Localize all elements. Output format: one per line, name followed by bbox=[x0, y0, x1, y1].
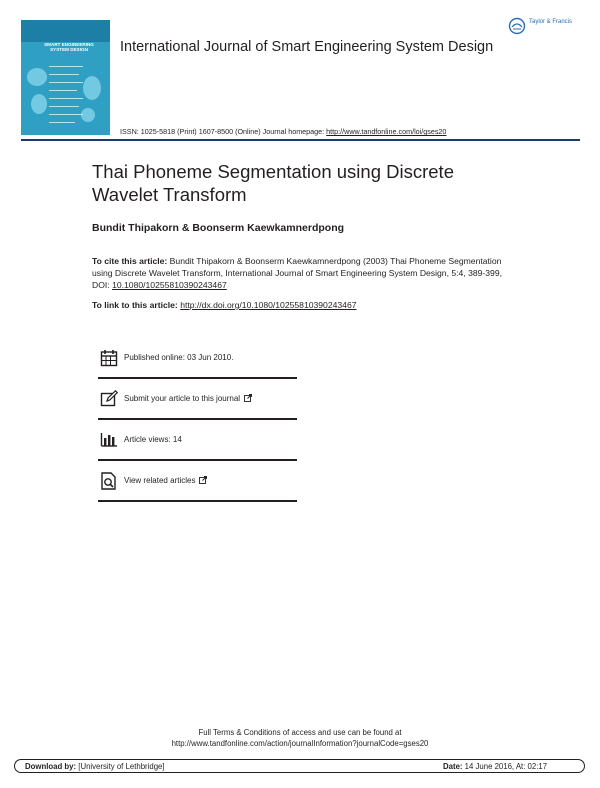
citation-block bbox=[92, 255, 512, 292]
publisher-logo-text: Taylor & Francis bbox=[529, 19, 573, 25]
submit-article-item[interactable] bbox=[98, 390, 297, 428]
edit-pencil-icon bbox=[100, 390, 118, 408]
related-search-icon bbox=[100, 472, 118, 490]
published-online-label: Published online: 03 Jun 2010. bbox=[124, 353, 234, 362]
cover-text-line bbox=[49, 74, 79, 75]
item-divider bbox=[98, 500, 297, 502]
related-articles-text[interactable]: View related articles bbox=[124, 476, 196, 485]
article-views-item bbox=[98, 431, 297, 469]
downloaded-by-value: [University of Lethbridge] bbox=[76, 762, 165, 771]
journal-title: International Journal of Smart Engineering System Design bbox=[120, 39, 494, 55]
external-link-icon bbox=[244, 394, 252, 402]
header-divider bbox=[21, 139, 580, 141]
related-articles-label[interactable] bbox=[124, 476, 207, 485]
submit-article-text[interactable]: Submit your article to this journal bbox=[124, 394, 241, 403]
cover-text-line bbox=[49, 122, 75, 123]
related-articles-item[interactable] bbox=[98, 472, 297, 510]
publisher-logo[interactable] bbox=[508, 16, 580, 38]
cover-text-line bbox=[49, 98, 83, 99]
cover-graphic bbox=[83, 76, 101, 100]
journal-homepage-link[interactable]: http://www.tandfonline.com/loi/gses20 bbox=[326, 127, 447, 136]
published-online-item bbox=[98, 349, 297, 387]
issn-text: ISSN: 1025-5818 (Print) 1607-8500 (Online) Journal homepage: bbox=[120, 127, 327, 136]
cover-text-line bbox=[49, 90, 77, 91]
doi-link[interactable]: 10.1080/10255810390243467 bbox=[112, 280, 227, 291]
cover-title: SMART ENGINEERING SYSTEM DESIGN bbox=[44, 42, 94, 52]
terms-line-1: Full Terms & Conditions of access and use can be found at bbox=[198, 728, 402, 737]
taylor-francis-logo-icon bbox=[508, 17, 526, 35]
cover-graphic bbox=[31, 94, 47, 114]
download-date-value: 14 June 2016, At: 02:17 bbox=[462, 762, 548, 771]
bar-chart-icon bbox=[100, 431, 118, 449]
downloaded-by bbox=[25, 762, 165, 771]
download-info-bar bbox=[14, 759, 585, 773]
submit-article-label[interactable] bbox=[124, 394, 252, 403]
article-title: Thai Phoneme Segmentation using Discrete Wavelet Transform bbox=[92, 161, 454, 205]
cite-text: Bundit Thipakorn & Boonserm Kaewkamnerdpong (2003) Thai Phoneme Segmentation using Discrete Wavelet Transform, International Journal of Smart Engineering System Design, 5:4, 389-399, DOI: bbox=[92, 256, 502, 291]
cover-graphic bbox=[27, 68, 47, 86]
item-divider bbox=[98, 459, 297, 461]
article-link-line bbox=[92, 300, 357, 310]
article-authors: Bundit Thipakorn & Boonserm Kaewkamnerdpong bbox=[92, 222, 345, 234]
issn-line bbox=[120, 127, 446, 136]
external-link-icon bbox=[199, 476, 207, 484]
terms-url-link[interactable]: http://www.tandfonline.com/action/journalInformation?journalCode=gses20 bbox=[171, 739, 429, 748]
calendar-icon bbox=[100, 349, 118, 367]
article-views-label: Article views: 14 bbox=[124, 435, 182, 444]
cover-graphic bbox=[81, 108, 95, 122]
download-date-label: Date: bbox=[443, 762, 463, 771]
item-divider bbox=[98, 418, 297, 420]
cover-text-line bbox=[49, 114, 83, 115]
cover-text-line bbox=[49, 82, 83, 83]
cite-label: To cite this article: bbox=[92, 256, 168, 266]
journal-cover-image bbox=[21, 20, 110, 135]
cover-text-line bbox=[49, 106, 79, 107]
link-label: To link to this article: bbox=[92, 300, 181, 310]
terms-notice bbox=[0, 727, 600, 749]
downloaded-by-label: Download by: bbox=[25, 762, 77, 771]
item-divider bbox=[98, 377, 297, 379]
article-doi-url-link[interactable]: http://dx.doi.org/10.1080/10255810390243467 bbox=[180, 300, 357, 310]
cover-band bbox=[21, 20, 110, 42]
cover-text-line bbox=[49, 66, 83, 67]
download-date bbox=[443, 762, 547, 771]
